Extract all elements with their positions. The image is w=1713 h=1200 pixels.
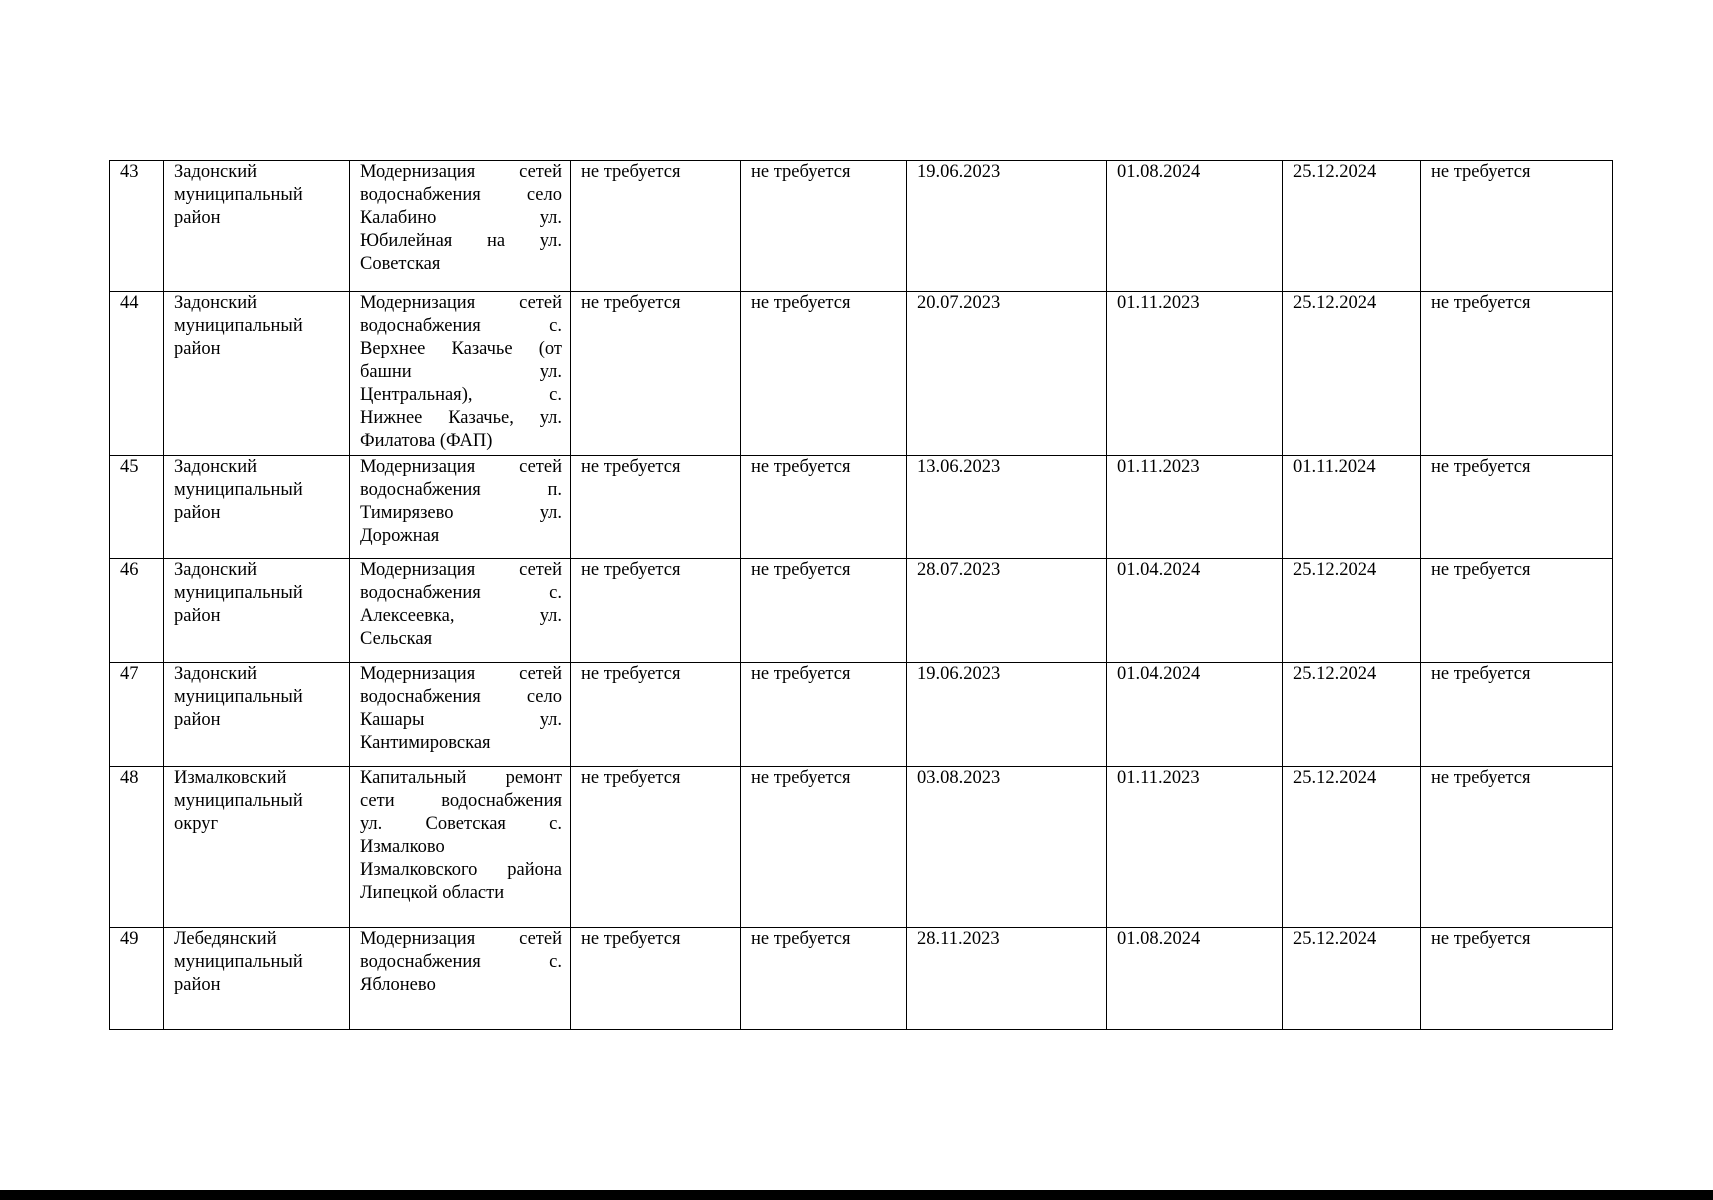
description-line: Измалково bbox=[360, 837, 445, 857]
description-line: Яблоневo bbox=[360, 975, 436, 995]
table-row bbox=[110, 161, 1613, 292]
description-line: башни ул. bbox=[360, 362, 562, 382]
description-line: Модернизация сетей bbox=[360, 162, 562, 182]
district-cell bbox=[164, 456, 350, 559]
description-cell bbox=[350, 928, 571, 1030]
description-cell bbox=[350, 456, 571, 559]
description-line: Центральная), с. bbox=[360, 385, 562, 405]
description-line: Филатова (ФАП) bbox=[360, 431, 493, 451]
date-cell: 25.12.2024 bbox=[1283, 292, 1421, 456]
date-cell: 01.08.2024 bbox=[1107, 928, 1283, 1030]
date-cell: 28.07.2023 bbox=[907, 559, 1107, 663]
district-line: муниципальный bbox=[174, 185, 303, 205]
district-line: район bbox=[174, 208, 221, 228]
district-line: муниципальный bbox=[174, 791, 303, 811]
description-line: сети водоснабжения bbox=[360, 791, 562, 811]
description-line: Калабино ул. bbox=[360, 208, 562, 228]
description-cell bbox=[350, 161, 571, 292]
district-line: район bbox=[174, 710, 221, 730]
date-cell: 20.07.2023 bbox=[907, 292, 1107, 456]
district-line: Задонский bbox=[174, 664, 258, 684]
date-cell: 03.08.2023 bbox=[907, 767, 1107, 928]
table-row bbox=[110, 928, 1613, 1030]
district-line: муниципальный bbox=[174, 316, 303, 336]
requirement-cell: не требуется bbox=[571, 663, 741, 767]
requirement-cell: не требуется bbox=[1421, 456, 1613, 559]
description-line: Кашары ул. bbox=[360, 710, 562, 730]
description-line: Сельская bbox=[360, 629, 433, 649]
district-line: район bbox=[174, 503, 221, 523]
date-cell: 01.04.2024 bbox=[1107, 663, 1283, 767]
district-line: район bbox=[174, 606, 221, 626]
requirement-cell: не требуется bbox=[571, 767, 741, 928]
district-cell bbox=[164, 928, 350, 1030]
requirement-cell: не требуется bbox=[1421, 161, 1613, 292]
scan-bottom-edge bbox=[0, 1190, 1713, 1200]
description-line: Алексеевка, ул. bbox=[360, 606, 562, 626]
requirement-cell: не требуется bbox=[1421, 292, 1613, 456]
district-line: муниципальный bbox=[174, 687, 303, 707]
requirement-cell: не требуется bbox=[1421, 559, 1613, 663]
date-cell: 25.12.2024 bbox=[1283, 928, 1421, 1030]
table-row bbox=[110, 559, 1613, 663]
date-cell: 19.06.2023 bbox=[907, 663, 1107, 767]
row-number: 47 bbox=[110, 663, 164, 767]
district-cell bbox=[164, 663, 350, 767]
district-cell bbox=[164, 161, 350, 292]
requirement-cell: не требуется bbox=[1421, 928, 1613, 1030]
table-row bbox=[110, 292, 1613, 456]
description-cell bbox=[350, 767, 571, 928]
district-line: Задонский bbox=[174, 560, 258, 580]
requirement-cell: не требуется bbox=[741, 767, 907, 928]
description-line: Модернизация сетей bbox=[360, 664, 562, 684]
projects-table bbox=[109, 160, 1613, 1030]
row-number: 48 bbox=[110, 767, 164, 928]
requirement-cell: не требуется bbox=[571, 292, 741, 456]
description-cell bbox=[350, 559, 571, 663]
date-cell: 01.08.2024 bbox=[1107, 161, 1283, 292]
date-cell: 19.06.2023 bbox=[907, 161, 1107, 292]
row-number: 44 bbox=[110, 292, 164, 456]
requirement-cell: не требуется bbox=[571, 559, 741, 663]
requirement-cell: не требуется bbox=[741, 161, 907, 292]
requirement-cell: не требуется bbox=[741, 292, 907, 456]
district-line: Задонский bbox=[174, 162, 258, 182]
description-line: Нижнее Казачье, ул. bbox=[360, 408, 562, 428]
description-line: водоснабжения село bbox=[360, 185, 562, 205]
requirement-cell: не требуется bbox=[1421, 767, 1613, 928]
requirement-cell: не требуется bbox=[741, 928, 907, 1030]
description-line: Капитальный ремонт bbox=[360, 768, 562, 788]
requirement-cell: не требуется bbox=[741, 456, 907, 559]
requirement-cell: не требуется bbox=[741, 559, 907, 663]
description-line: Модернизация сетей bbox=[360, 457, 562, 477]
table-row bbox=[110, 456, 1613, 559]
district-cell bbox=[164, 292, 350, 456]
date-cell: 01.11.2023 bbox=[1107, 292, 1283, 456]
district-line: Задонский bbox=[174, 293, 258, 313]
date-cell: 01.04.2024 bbox=[1107, 559, 1283, 663]
district-line: муниципальный bbox=[174, 480, 303, 500]
requirement-cell: не требуется bbox=[571, 161, 741, 292]
district-line: Лебедянский bbox=[174, 929, 277, 949]
requirement-cell: не требуется bbox=[1421, 663, 1613, 767]
district-line: муниципальный bbox=[174, 583, 303, 603]
row-number: 46 bbox=[110, 559, 164, 663]
description-line: ул. Советская с. bbox=[360, 814, 562, 834]
table-body bbox=[110, 161, 1613, 1030]
table-row bbox=[110, 767, 1613, 928]
row-number: 49 bbox=[110, 928, 164, 1030]
district-line: Измалковский bbox=[174, 768, 287, 788]
district-line: район bbox=[174, 975, 221, 995]
description-cell bbox=[350, 292, 571, 456]
date-cell: 28.11.2023 bbox=[907, 928, 1107, 1030]
date-cell: 25.12.2024 bbox=[1283, 767, 1421, 928]
date-cell: 01.11.2023 bbox=[1107, 767, 1283, 928]
date-cell: 25.12.2024 bbox=[1283, 559, 1421, 663]
description-cell bbox=[350, 663, 571, 767]
district-cell bbox=[164, 559, 350, 663]
district-cell bbox=[164, 767, 350, 928]
description-line: Юбилейная на ул. bbox=[360, 231, 562, 251]
description-line: Дорожная bbox=[360, 526, 440, 546]
table-row bbox=[110, 663, 1613, 767]
description-line: Модернизация сетей bbox=[360, 929, 562, 949]
district-line: Задонский bbox=[174, 457, 258, 477]
district-line: муниципальный bbox=[174, 952, 303, 972]
description-line: водоснабжения с. bbox=[360, 316, 562, 336]
description-line: Советская bbox=[360, 254, 441, 274]
row-number: 43 bbox=[110, 161, 164, 292]
date-cell: 25.12.2024 bbox=[1283, 663, 1421, 767]
date-cell: 25.12.2024 bbox=[1283, 161, 1421, 292]
description-line: Модернизация сетей bbox=[360, 560, 562, 580]
requirement-cell: не требуется bbox=[741, 663, 907, 767]
date-cell: 13.06.2023 bbox=[907, 456, 1107, 559]
description-line: Измалковского района bbox=[360, 860, 562, 880]
requirement-cell: не требуется bbox=[571, 928, 741, 1030]
date-cell: 01.11.2023 bbox=[1107, 456, 1283, 559]
district-line: округ bbox=[174, 814, 219, 834]
description-line: водоснабжения с. bbox=[360, 583, 562, 603]
date-cell: 01.11.2024 bbox=[1283, 456, 1421, 559]
row-number: 45 bbox=[110, 456, 164, 559]
description-line: Кантимировская bbox=[360, 733, 491, 753]
description-line: водоснабжения с. bbox=[360, 952, 562, 972]
district-line: район bbox=[174, 339, 221, 359]
requirement-cell: не требуется bbox=[571, 456, 741, 559]
description-line: Верхнее Казачье (от bbox=[360, 339, 562, 359]
description-line: водоснабжения село bbox=[360, 687, 562, 707]
description-line: Модернизация сетей bbox=[360, 293, 562, 313]
description-line: Липецкой области bbox=[360, 883, 505, 903]
description-line: водоснабжения п. bbox=[360, 480, 562, 500]
description-line: Тимирязево ул. bbox=[360, 503, 562, 523]
